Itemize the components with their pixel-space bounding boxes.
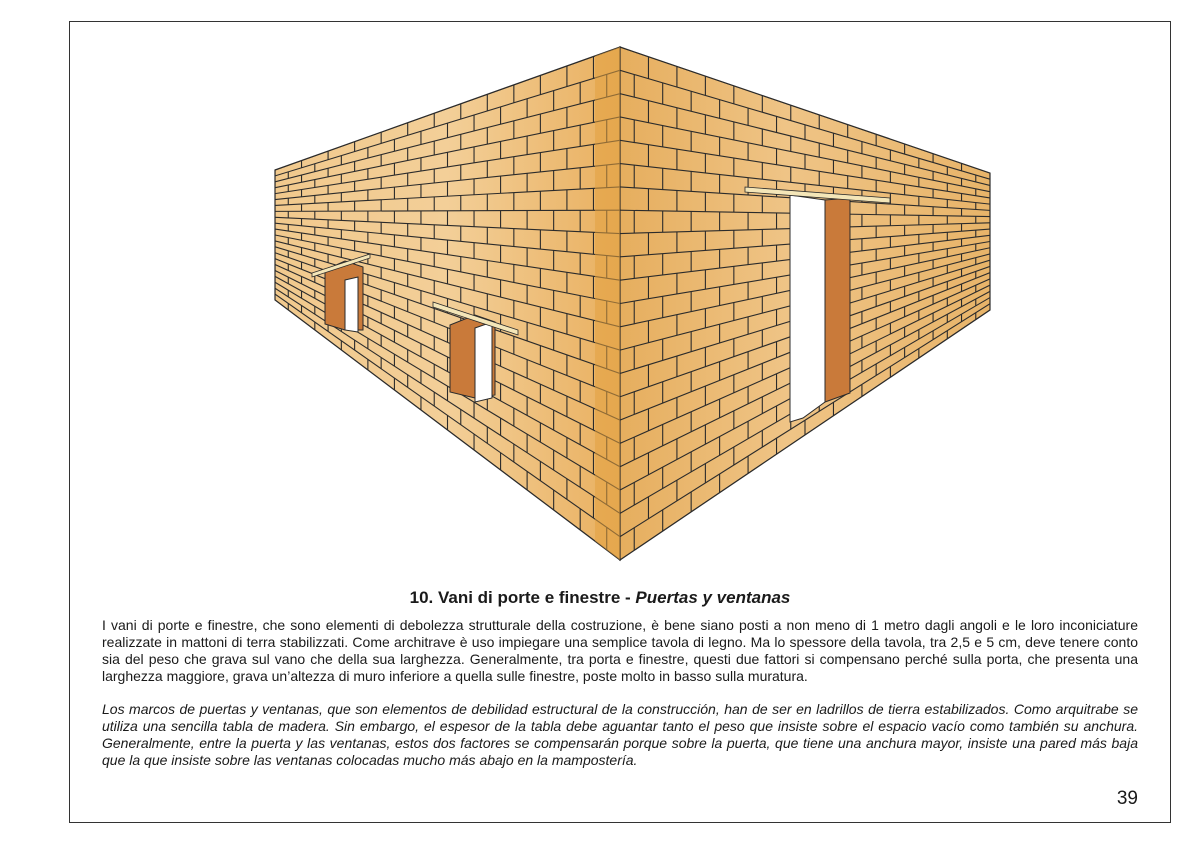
figure-caption bbox=[0, 588, 1200, 608]
brick-wall-illustration bbox=[270, 40, 995, 570]
corner-bricks bbox=[595, 47, 620, 560]
page-number: 39 bbox=[1116, 788, 1138, 809]
caption-separator: - bbox=[620, 588, 636, 607]
paragraph-italian: I vani di porte e finestre, che sono elementi di debolezza strutturale della costruzione, è bene siano posti a non meno di 1 metro dagli angoli e le loro inconiciature realizzate in mattoni di terra stabilizzati. Come architrave è uso impiegare una semplice tavola di legno. Ma lo spessore della tavola, tra 2,5 e 5 cm, deve tenere conto sia del peso che grava sul vano che della sua larghezza. Generalmente, tra porta e finestre, questi due fattori si compensano perché sulla porta, che presenta una larghezza maggiore, grava un’altezza di muro inferiore a quella sulle finestre, poste molto in basso sulla muratura. bbox=[102, 617, 1138, 684]
paragraph-spanish: Los marcos de puertas y ventanas, que son elementos de debilidad estructural de la construcción, han de ser en ladrillos de tierra estabilizados. Como arquitrabe se utiliza una sencilla tabla de madera. Sin embargo, el espesor de la tabla debe aguantar tanto el peso que insiste sobre el espacio vacío como también su anchura. Generalmente, entre la puerta y las ventanas, estos dos factores se compensarán porque sobre la puerta, que tiene una anchura mayor, insiste una pared más baja que la que insiste sobre las ventanas colocadas mucho más abajo en la mampostería. bbox=[102, 701, 1138, 768]
caption-title-it: 10. Vani di porte e finestre bbox=[409, 588, 621, 607]
caption-title-es: Puertas y ventanas bbox=[635, 588, 791, 607]
